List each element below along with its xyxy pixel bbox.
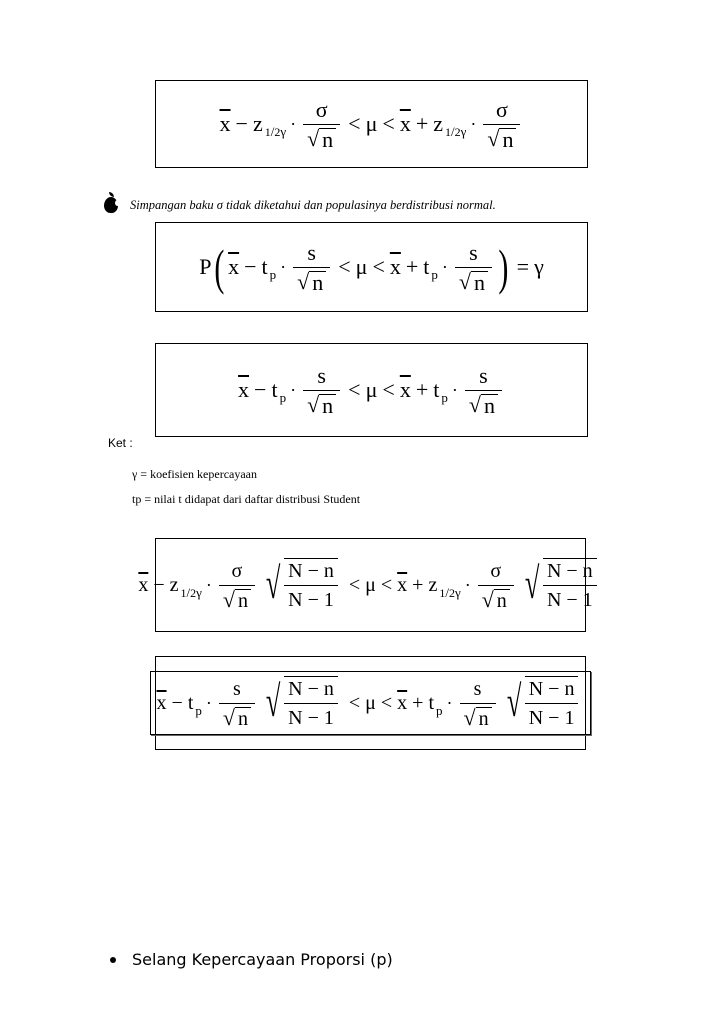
section-heading-text: Selang Kepercayaan Proporsi (p) <box>132 950 393 969</box>
big-radical-sign: √ <box>524 559 540 608</box>
z-symbol: z <box>433 111 443 136</box>
dot-operator: · <box>280 256 287 277</box>
t-subscript: p <box>269 267 277 282</box>
ket-gamma-definition: γ = koefisien kepercayaan <box>132 467 258 481</box>
sqrt-n <box>465 390 502 417</box>
plus-sign: + <box>412 691 424 714</box>
t-subscript: p <box>431 267 438 282</box>
plus-sign: + <box>415 377 429 402</box>
radical-sign: √ <box>481 586 494 612</box>
s-over-sqrt-n <box>460 677 496 730</box>
t-symbol: t <box>423 254 430 279</box>
radical-sign: √ <box>468 391 481 417</box>
sqrt-n <box>303 124 340 151</box>
less-than-sign: < <box>380 691 393 714</box>
formula-box-3 <box>155 343 588 437</box>
t-subscript: p <box>195 703 202 718</box>
z-symbol: z <box>169 573 179 596</box>
N-minus-n: N − n <box>528 678 575 700</box>
sqrt-n <box>455 267 492 294</box>
radical-sign: √ <box>222 704 235 730</box>
half-numerator: 1 <box>180 586 187 600</box>
radical-sign: √ <box>463 704 476 730</box>
minus-sign: − <box>171 691 183 714</box>
t-subscript: p <box>436 703 443 718</box>
x-bar: $\overline{x}$ <box>156 691 167 714</box>
less-than-sign: < <box>382 377 395 402</box>
x-bar: $\overline{x}$ <box>397 573 408 596</box>
half-numerator: 1 <box>264 125 271 139</box>
N-minus-1: N − 1 <box>284 703 338 730</box>
mu-symbol: μ <box>365 377 378 402</box>
apple-bullet-icon <box>104 197 118 213</box>
formula-4 <box>138 558 602 612</box>
n-symbol: n <box>471 271 488 294</box>
sigma-symbol: σ <box>495 96 508 122</box>
N-minus-n: N − n <box>546 560 593 582</box>
less-than-sign: < <box>338 254 351 279</box>
t-symbol: t <box>428 691 434 714</box>
z-symbol: z <box>252 111 263 136</box>
less-than-sign: < <box>380 573 393 596</box>
half-denominator: 2 <box>454 125 461 139</box>
dot-operator: · <box>470 113 477 134</box>
sqrt-n <box>478 585 514 612</box>
dot-operator: · <box>446 692 453 713</box>
formula-box-4 <box>138 538 593 632</box>
sqrt-n <box>460 703 496 730</box>
n-symbol: n <box>319 394 336 417</box>
s-symbol: s <box>473 677 482 700</box>
formula-5 <box>157 676 585 730</box>
formula-box-1 <box>155 80 588 168</box>
gamma-symbol: γ <box>196 585 202 600</box>
half-denominator: 2 <box>190 586 197 600</box>
minus-sign: − <box>254 377 267 402</box>
dot-operator: · <box>205 692 212 713</box>
plus-sign: + <box>415 111 429 136</box>
fpc-fraction <box>284 676 338 730</box>
N-minus-n: N − n <box>288 560 334 582</box>
s-over-sqrt-n <box>219 677 255 730</box>
dot-operator: · <box>441 256 448 277</box>
N-minus-1: N − 1 <box>525 703 579 730</box>
x-bar: $\overline{x}$ <box>219 111 231 136</box>
sigma-over-sqrt-n <box>303 98 340 151</box>
plus-sign: + <box>405 254 419 279</box>
n-symbol: n <box>235 707 251 730</box>
less-than-sign: < <box>348 573 361 596</box>
sqrt-n <box>293 267 330 294</box>
t-symbol: t <box>433 377 440 402</box>
sqrt-n <box>219 585 255 612</box>
formula-3 <box>238 364 505 417</box>
s-over-sqrt-n <box>293 241 330 294</box>
x-bar: $\overline{x}$ <box>228 254 240 279</box>
t-symbol: t <box>187 691 194 714</box>
fpc-sqrt <box>261 558 341 612</box>
s-symbol: s <box>479 362 488 388</box>
radical-sign: √ <box>222 586 235 612</box>
sigma-over-sqrt-n <box>483 98 520 151</box>
minus-sign: − <box>153 573 165 596</box>
half-denominator: 2 <box>274 125 281 139</box>
probability-symbol: P <box>199 254 212 279</box>
sqrt-n <box>303 390 340 417</box>
mu-symbol: μ <box>365 573 376 596</box>
fpc-fraction <box>543 558 597 612</box>
sqrt-n <box>219 703 255 730</box>
n-symbol: n <box>494 589 510 612</box>
z-subscript: 1/2γ <box>264 124 287 139</box>
sigma-symbol: σ <box>315 96 328 122</box>
radical-sign: √ <box>487 125 500 151</box>
gamma-symbol: γ <box>534 254 544 279</box>
less-than-sign: < <box>382 111 395 136</box>
gamma-symbol: γ <box>460 124 467 139</box>
mu-symbol: μ <box>365 691 376 714</box>
radical-sign: √ <box>307 125 320 151</box>
s-symbol: s <box>317 362 326 388</box>
gamma-symbol: γ <box>280 124 287 139</box>
fpc-fraction <box>525 676 579 730</box>
big-radical-sign: √ <box>506 677 521 726</box>
n-symbol: n <box>499 128 516 151</box>
t-subscript: p <box>279 390 287 405</box>
s-over-sqrt-n <box>455 241 492 294</box>
plus-sign: + <box>412 573 424 596</box>
z-subscript: 1/2γ <box>445 124 467 139</box>
minus-sign: − <box>235 111 248 136</box>
fpc-sqrt <box>261 676 341 730</box>
half-denominator: 2 <box>448 586 455 600</box>
half-numerator: 1 <box>445 125 451 139</box>
less-than-sign: < <box>348 377 361 402</box>
radical-sign: √ <box>307 391 320 417</box>
formula-1 <box>220 98 524 151</box>
equals-sign: = <box>516 254 530 279</box>
big-radical-sign: √ <box>265 559 281 608</box>
fpc-fraction <box>284 558 338 612</box>
radical-sign: √ <box>458 268 471 294</box>
dot-operator: · <box>205 574 212 595</box>
n-symbol: n <box>235 589 251 612</box>
fpc-sqrt <box>520 558 600 612</box>
right-paren: ) <box>498 239 509 295</box>
x-bar: $\overline{x}$ <box>238 377 250 402</box>
left-paren: ( <box>214 239 225 295</box>
n-symbol: n <box>319 128 336 151</box>
caption-text: Simpangan baku σ tidak diketahui dan populasinya berdistribusi normal. <box>130 197 496 212</box>
big-radical-sign: √ <box>265 677 281 726</box>
z-subscript: 1/2γ <box>180 585 202 600</box>
N-minus-n: N − n <box>288 678 334 700</box>
n-symbol: n <box>309 271 326 294</box>
section-heading <box>110 950 393 969</box>
s-over-sqrt-n <box>465 364 502 417</box>
dot-operator: · <box>464 574 471 595</box>
t-symbol: t <box>261 254 268 279</box>
x-bar: $\overline{x}$ <box>397 691 408 714</box>
minus-sign: − <box>244 254 257 279</box>
half-numerator: 1 <box>439 586 446 600</box>
ket-tp-definition: tp = nilai t didapat dari daftar distribusi Student <box>132 492 361 506</box>
formula-2 <box>199 241 544 294</box>
N-minus-1: N − 1 <box>284 585 338 612</box>
fpc-sqrt <box>502 676 582 730</box>
x-bar: $\overline{x}$ <box>389 254 401 279</box>
sigma-over-sqrt-n <box>219 559 255 612</box>
gamma-symbol: γ <box>454 585 461 600</box>
x-bar: $\overline{x}$ <box>399 111 411 136</box>
s-symbol: s <box>233 677 241 700</box>
z-subscript: 1/2γ <box>439 585 461 600</box>
sqrt-n <box>483 124 520 151</box>
mu-symbol: μ <box>355 254 368 279</box>
less-than-sign: < <box>348 691 361 714</box>
s-symbol: s <box>469 239 478 265</box>
n-symbol: n <box>481 394 498 417</box>
s-over-sqrt-n <box>303 364 340 417</box>
formula-box-2 <box>155 222 588 312</box>
ket-title: Ket : <box>108 436 133 450</box>
sigma-over-sqrt-n <box>478 559 514 612</box>
t-symbol: t <box>271 377 278 402</box>
n-symbol: n <box>476 707 492 730</box>
formula-5-inner-box <box>150 671 592 735</box>
bullet-icon <box>110 957 116 963</box>
s-symbol: s <box>307 239 316 265</box>
x-bar: $\overline{x}$ <box>399 377 411 402</box>
dot-operator: · <box>290 113 297 134</box>
dot-operator: · <box>290 379 297 400</box>
less-than-sign: < <box>372 254 385 279</box>
t-subscript: p <box>441 390 448 405</box>
less-than-sign: < <box>348 111 361 136</box>
x-bar: $\overline{x}$ <box>138 573 149 596</box>
radical-sign: √ <box>297 268 310 294</box>
sigma-symbol: σ <box>490 559 502 582</box>
caption-line <box>104 197 624 213</box>
mu-symbol: μ <box>365 111 378 136</box>
dot-operator: · <box>451 379 458 400</box>
z-symbol: z <box>428 573 438 596</box>
formula-box-5 <box>155 656 586 750</box>
N-minus-1: N − 1 <box>543 585 597 612</box>
sigma-symbol: σ <box>231 559 243 582</box>
